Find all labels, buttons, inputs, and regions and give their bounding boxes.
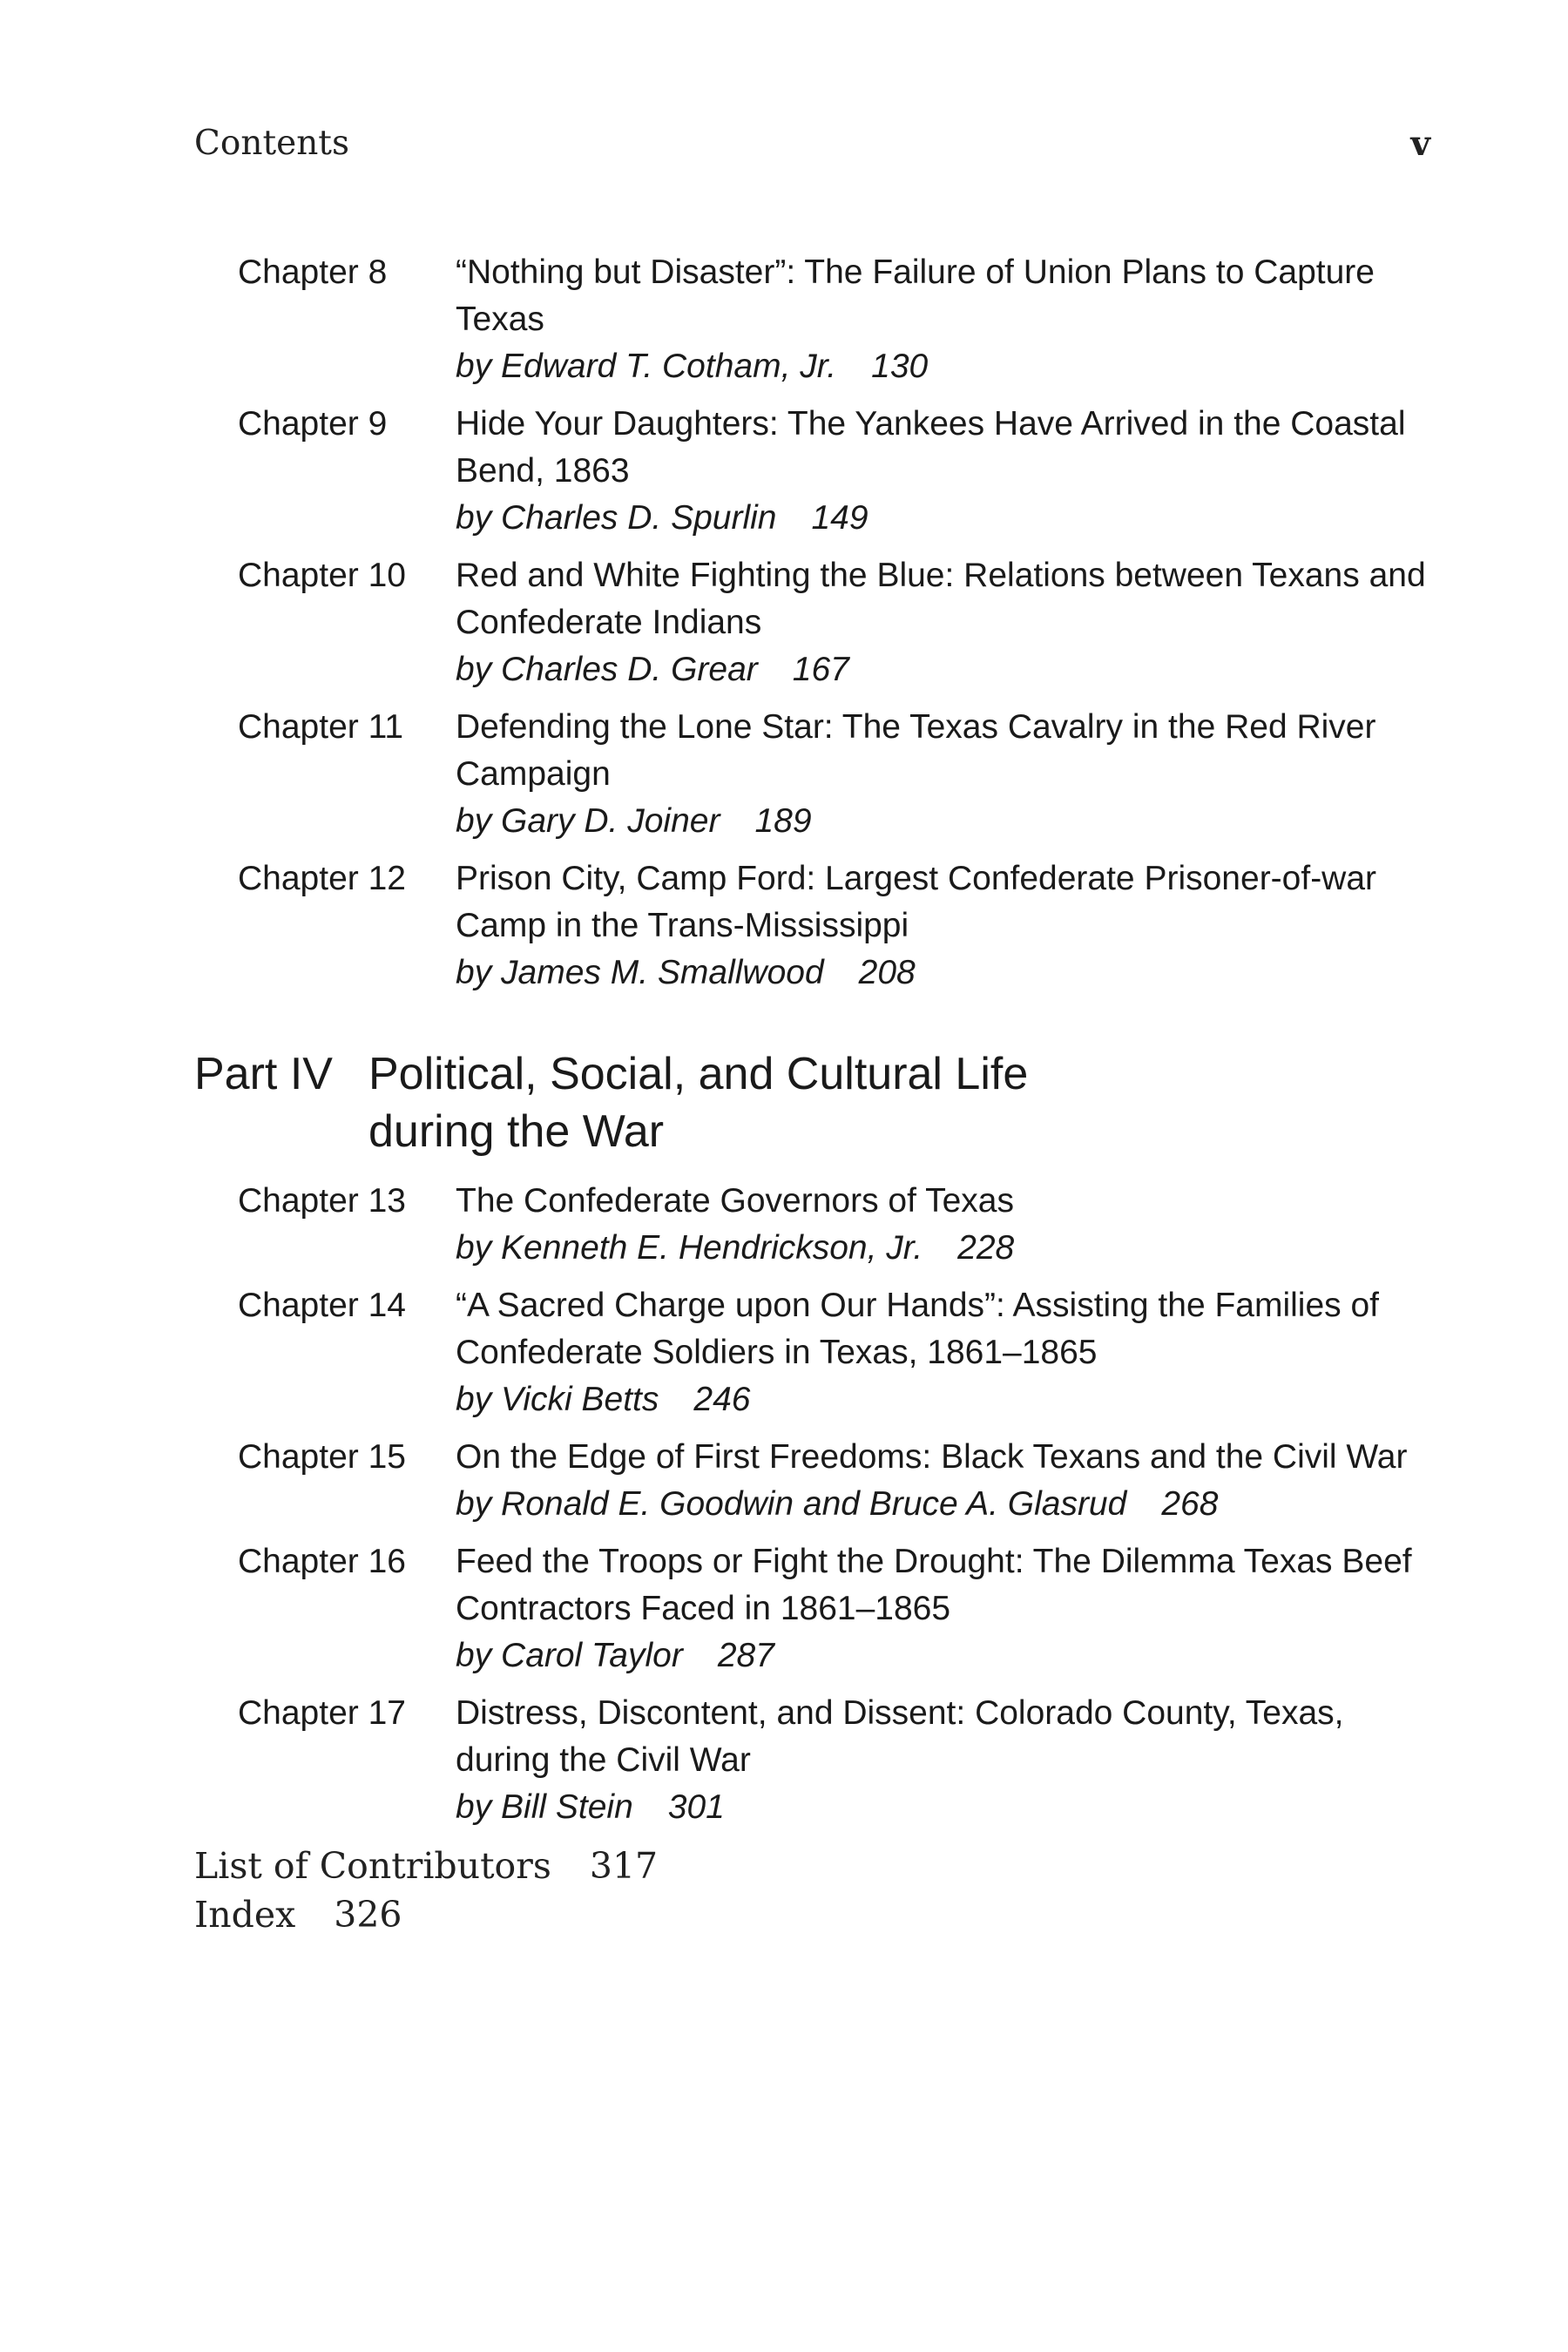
part-label: Part IV [194, 1049, 333, 1099]
chapter-byline [456, 950, 1431, 997]
chapter-author: by Vicki Betts [456, 1381, 659, 1418]
chapter-page-number: 228 [957, 1229, 1015, 1267]
chapter-page-number: 287 [717, 1637, 774, 1674]
backmatter-label: Index [194, 1894, 296, 1936]
part-heading [194, 1045, 1431, 1160]
toc-entry-index [194, 1890, 1431, 1939]
chapter-page-number: 167 [792, 651, 849, 688]
chapter-title: Feed the Troops or Fight the Drought: The Dilemma Texas Beef Contractors Faced in 1861–1865 [456, 1543, 1412, 1627]
chapter-author: by Ronald E. Goodwin and Bruce A. Glasrud [456, 1485, 1127, 1523]
chapter-author: by James M. Smallwood [456, 954, 824, 991]
chapter-page-number: 301 [667, 1788, 725, 1826]
toc-entry-chapter-13 [194, 1178, 1431, 1272]
chapter-title: Defending the Lone Star: The Texas Cavalry in the Red River Campaign [456, 708, 1376, 793]
chapter-byline [456, 1481, 1431, 1528]
part-title: Political, Social, and Cultural Life during the War [368, 1049, 1029, 1157]
chapter-author: by Charles D. Grear [456, 651, 758, 688]
chapter-page-number: 189 [754, 802, 812, 840]
toc-entry-chapter-16 [194, 1538, 1431, 1680]
chapter-label: Chapter 10 [238, 557, 406, 594]
chapter-title: Prison City, Camp Ford: Largest Confederate Prisoner-of-war Camp in the Trans-Mississippi [456, 860, 1377, 944]
chapter-byline [456, 343, 1431, 390]
chapter-label: Chapter 9 [238, 405, 388, 443]
running-head [194, 124, 1430, 176]
chapter-label: Chapter 12 [238, 860, 406, 897]
toc-entry-chapter-17 [194, 1690, 1431, 1831]
backmatter-page-number: 326 [334, 1894, 402, 1936]
backmatter-label: List of Contributors [194, 1845, 551, 1887]
running-head-page-number: v [1410, 124, 1430, 164]
chapter-label: Chapter 14 [238, 1287, 406, 1324]
chapter-byline [456, 1784, 1431, 1831]
backmatter-page-number: 317 [589, 1845, 659, 1887]
toc-entry-chapter-14 [194, 1282, 1431, 1423]
toc-entry-chapter-10 [194, 552, 1431, 693]
chapter-title: “Nothing but Disaster”: The Failure of Union Plans to Capture Texas [456, 253, 1375, 338]
chapter-label: Chapter 16 [238, 1543, 406, 1580]
chapter-title: On the Edge of First Freedoms: Black Texans and the Civil War [456, 1438, 1408, 1476]
chapter-page-number: 208 [858, 954, 916, 991]
chapter-author: by Charles D. Spurlin [456, 499, 777, 537]
table-of-contents [194, 249, 1431, 1939]
chapter-title: “A Sacred Charge upon Our Hands”: Assisting the Families of Confederate Soldiers in Texas, 1861–1865 [456, 1287, 1380, 1371]
chapter-label: Chapter 13 [238, 1182, 406, 1220]
toc-entry-list-of-contributors [194, 1842, 1431, 1890]
chapter-title: Distress, Discontent, and Dissent: Colorado County, Texas, during the Civil War [456, 1694, 1344, 1779]
chapter-page-number: 149 [811, 499, 868, 537]
toc-entry-chapter-15 [194, 1434, 1431, 1528]
chapter-byline [456, 1225, 1431, 1272]
chapter-label: Chapter 11 [238, 708, 404, 746]
chapter-label: Chapter 15 [238, 1438, 406, 1476]
running-head-title: Contents [194, 124, 349, 163]
chapter-title: Red and White Fighting the Blue: Relations between Texans and Confederate Indians [456, 557, 1426, 641]
chapter-byline [456, 1376, 1431, 1423]
backmatter [194, 1842, 1431, 1939]
chapter-author: by Gary D. Joiner [456, 802, 720, 840]
chapter-page-number: 246 [693, 1381, 751, 1418]
chapter-label: Chapter 17 [238, 1694, 406, 1732]
toc-entry-chapter-8 [194, 249, 1431, 390]
chapter-page-number: 130 [871, 348, 929, 385]
chapter-author: by Edward T. Cotham, Jr. [456, 348, 837, 385]
chapter-title: The Confederate Governors of Texas [456, 1182, 1014, 1220]
toc-entry-chapter-9 [194, 401, 1431, 542]
chapter-byline [456, 798, 1431, 845]
toc-entry-chapter-12 [194, 855, 1431, 997]
chapter-title: Hide Your Daughters: The Yankees Have Arrived in the Coastal Bend, 1863 [456, 405, 1406, 490]
chapter-label: Chapter 8 [238, 253, 388, 291]
chapter-byline [456, 1632, 1431, 1680]
chapter-byline [456, 495, 1431, 542]
chapter-byline [456, 646, 1431, 693]
chapter-author: by Kenneth E. Hendrickson, Jr. [456, 1229, 923, 1267]
chapter-author: by Carol Taylor [456, 1637, 683, 1674]
toc-entry-chapter-11 [194, 704, 1431, 845]
chapter-author: by Bill Stein [456, 1788, 633, 1826]
chapter-page-number: 268 [1161, 1485, 1219, 1523]
